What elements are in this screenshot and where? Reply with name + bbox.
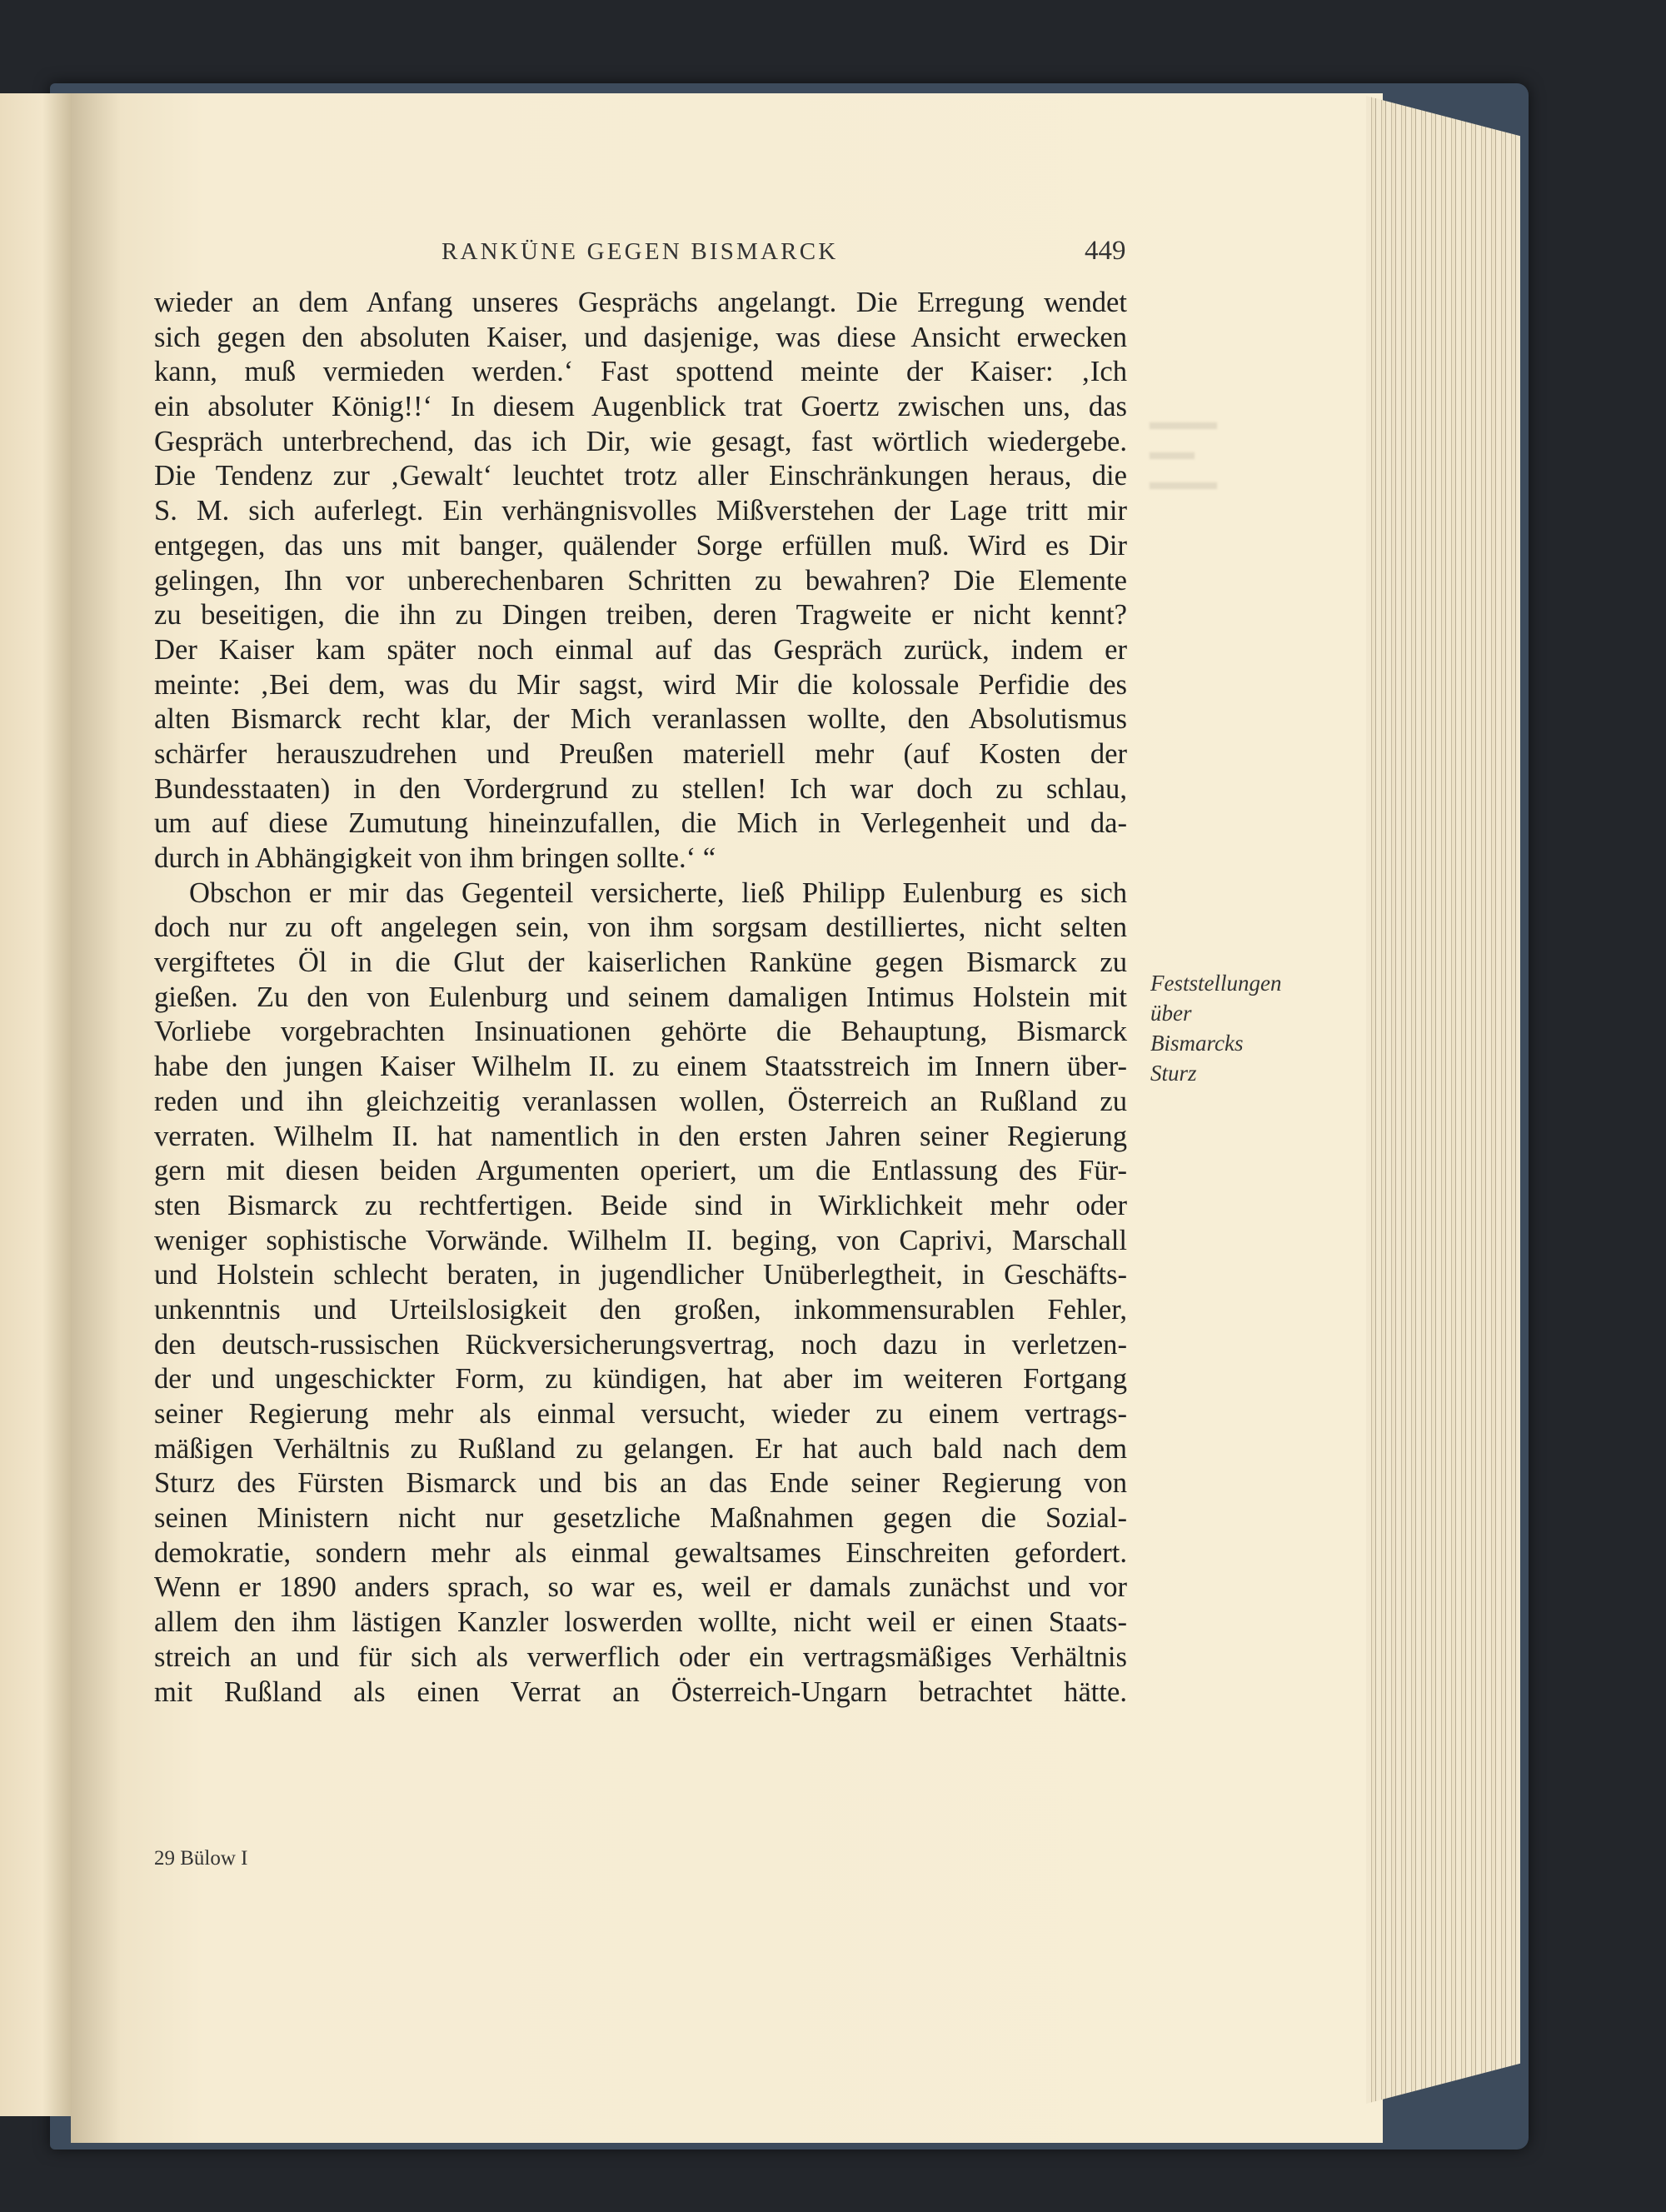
text-line: sich gegen den absoluten Kaiser, und dasjenige, was diese Ansicht erwecken [154,321,1127,353]
text-line: reden und ihn gleichzeitig veranlassen wollen, Österreich an Rußland zu [154,1085,1127,1117]
text-line: allem den ihm lästigen Kanzler loswerden wollte, nicht weil er einen Staats- [154,1606,1127,1639]
page-block-edges [1366,96,1520,2104]
text-line: Der Kaiser kam später noch einmal auf das Gespräch zurück, indem er [154,633,1127,666]
text-line: gern mit diesen beiden Argumenten operiert, um die Entlassung des Für- [154,1155,1127,1187]
text-line: durch in Abhängigkeit von ihm bringen sollte.‘ “ [154,842,716,874]
text-line: S. M. sich auferlegt. Ein verhängnisvolles Mißverstehen der Lage tritt mir [154,495,1127,527]
marginal-note-line: Sturz [1150,1061,1197,1086]
show-through-text: ▬▬▬ ▬▬ ▬▬▬ [1150,409,1217,494]
text-line: Gespräch unterbrechend, das ich Dir, wie gesagt, fast wörtlich wiedergebe. [154,425,1127,457]
text-line: den deutsch-russischen Rückversicherungsvertrag, noch dazu in verletzen- [154,1328,1127,1361]
text-line: Vorliebe vorgebrachten Insinuationen gehörte die Behauptung, Bismarck [154,1016,1127,1048]
text-line: vergiftetes Öl in die Glut der kaiserlichen Ranküne gegen Bismarck zu [154,946,1127,979]
text-line: Sturz des Fürsten Bismarck und bis an das Ende seiner Regierung von [154,1467,1127,1500]
text-line: verraten. Wilhelm II. hat namentlich in den ersten Jahren seiner Regierung [154,1120,1127,1152]
text-line: mit Rußland als einen Verrat an Österreich-Ungarn betrachtet hätte. [154,1675,1127,1708]
text-line: sten Bismarck zu rechtfertigen. Beide sind in Wirklichkeit mehr oder [154,1189,1127,1221]
text-line: demokratie, sondern mehr als einmal gewaltsames Einschreiten gefordert. [154,1536,1127,1569]
left-page-edge [0,93,71,2116]
text-line: und Holstein schlecht beraten, in jugendlicher Unüberlegtheit, in Geschäfts- [154,1259,1127,1291]
text-line: seinen Ministern nicht nur gesetzliche Maßnahmen gegen die Sozial- [154,1502,1127,1535]
text-line: um auf diese Zumutung hineinzufallen, die Mich in Verlegenheit und da- [154,807,1127,840]
text-line: Obschon er mir das Gegenteil versicherte, ließ Philipp Eulenburg es sich [189,876,1127,909]
text-line: kann, muß vermieden werden.‘ Fast spottend meinte der Kaiser: ‚Ich [154,356,1127,388]
text-line: ein absoluter König!!‘ In diesem Augenblick trat Goertz zwischen uns, das [154,391,1127,423]
text-line: entgegen, das uns mit banger, quälender Sorge erfüllen muß. Wird es Dir [154,529,1127,562]
text-line: unkenntnis und Urteilslosigkeit den großen, inkommensurablen Fehler, [154,1293,1127,1326]
running-head: RANKÜNE GEGEN BISMARCK [441,238,839,265]
marginal-note [1150,968,1325,1088]
text-line: Wenn er 1890 anders sprach, so war es, weil er damals zunächst und vor [154,1571,1127,1604]
signature-mark: 29 Bülow I [154,1847,248,1870]
marginal-note-line: über [1150,1001,1192,1026]
marginal-note-line: Bismarcks [1150,1031,1244,1056]
page-number: 449 [1085,236,1126,266]
text-line: wieder an dem Anfang unseres Gesprächs angelangt. Die Erregung wendet [154,287,1127,318]
text-line: seiner Regierung mehr als einmal versucht, wieder zu einem vertrags- [154,1398,1127,1430]
text-line: weniger sophistische Vorwände. Wilhelm II. beging, von Caprivi, Marschall [154,1224,1127,1256]
text-line: mäßigen Verhältnis zu Rußland zu gelangen. Er hat auch bald nach dem [154,1432,1127,1465]
text-line: gießen. Zu den von Eulenburg und seinem damaligen Intimus Holstein mit [154,981,1127,1013]
text-line: meinte: ‚Bei dem, was du Mir sagst, wird Mir die kolossale Perfidie des [154,668,1127,701]
text-line: schärfer herauszudrehen und Preußen materiell mehr (auf Kosten der [154,737,1127,770]
text-line: Die Tendenz zur ‚Gewalt‘ leuchtet trotz aller Einschränkungen heraus, die [154,460,1127,492]
text-line: zu beseitigen, die ihn zu Dingen treiben, deren Tragweite er nicht kennt? [154,599,1127,632]
text-line: streich an und für sich als verwerflich oder ein vertragsmäßiges Verhältnis [154,1640,1127,1673]
text-line: gelingen, Ihn vor unberechenbaren Schritten zu bewahren? Die Elemente [154,564,1127,597]
text-line: doch nur zu oft angelegen sein, von ihm sorgsam destilliertes, nicht selten [154,911,1127,944]
marginal-note-line: Feststellungen [1150,971,1282,996]
text-line: Bundesstaaten) in den Vordergrund zu stellen! Ich war doch zu schlau, [154,772,1127,805]
text-line: habe den jungen Kaiser Wilhelm II. zu einem Staatsstreich im Innern über- [154,1051,1127,1083]
text-line: der und ungeschickter Form, zu kündigen, hat aber im weiteren Fortgang [154,1363,1127,1396]
body-text [154,286,1127,1710]
text-line: alten Bismarck recht klar, der Mich veranlassen wollte, den Absolutismus [154,703,1127,736]
